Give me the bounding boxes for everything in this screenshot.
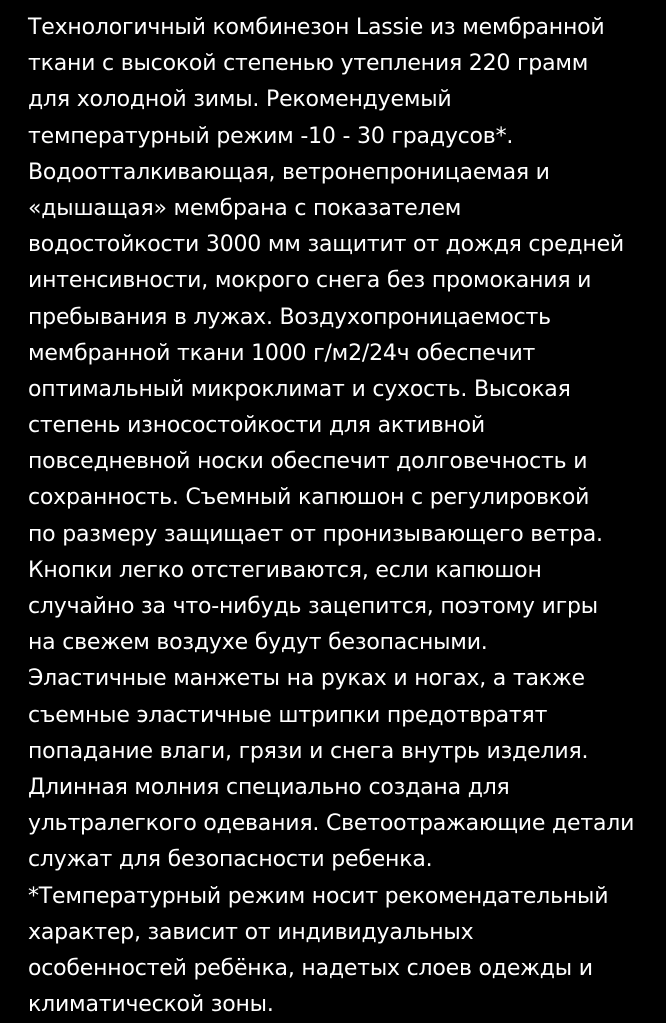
- description-line: съемные эластичные штрипки предотвратят: [28, 702, 548, 728]
- description-line: «дышащая» мембрана с показателем: [28, 195, 462, 221]
- description-line: пребывания в лужах. Воздухопроницаемость: [28, 304, 551, 330]
- product-description-text: [28, 10, 658, 1023]
- description-line: особенностей ребёнка, надетых слоев одежды и: [28, 955, 593, 981]
- description-line: повседневной носки обеспечит долговечность и: [28, 449, 588, 475]
- description-line: интенсивности, мокрого снега без промокания и: [28, 268, 592, 294]
- description-line: оптимальный микроклимат и сухость. Высокая: [28, 376, 571, 402]
- description-line: сохранность. Съемный капюшон с регулировкой: [28, 485, 590, 511]
- description-line: Длинная молния специально создана для: [28, 774, 510, 800]
- description-line: водостойкости 3000 мм защитит от дождя средней: [28, 232, 625, 258]
- description-line: температурный режим -10 - 30 градусов*.: [28, 123, 514, 149]
- description-line: Водоотталкивающая, ветронепроницаемая и: [28, 159, 550, 185]
- description-line: случайно за что-нибудь зацепится, поэтому игры: [28, 594, 598, 619]
- description-line: Технологичный комбинезон Lassie из мембранной: [28, 15, 605, 40]
- description-line: мембранной ткани 1000 г/м2/24ч обеспечит: [28, 340, 536, 366]
- description-line: Эластичные манжеты на руках и ногах, а также: [28, 666, 585, 692]
- description-line: по размеру защищает от пронизывающего ветра.: [28, 521, 603, 547]
- description-line: для холодной зимы. Рекомендуемый: [28, 87, 452, 113]
- description-line: попадание влаги, грязи и снега внутрь изделия.: [28, 738, 589, 764]
- description-line: климатической зоны.: [28, 992, 274, 1018]
- description-line: характер, зависит от индивидуальных: [28, 919, 474, 945]
- description-line: степень износостойкости для активной: [28, 413, 486, 439]
- description-line: на свежем воздухе будут безопасными.: [28, 630, 488, 656]
- description-line: служат для безопасности ребенка.: [28, 847, 433, 873]
- description-line: ткани с высокой степенью утепления 220 грамм: [28, 51, 589, 77]
- description-line: *Температурный режим носит рекомендательный: [28, 883, 609, 909]
- description-line: Кнопки легко отстегиваются, если капюшон: [28, 557, 542, 583]
- description-line: ультралегкого одевания. Светоотражающие детали: [28, 811, 635, 837]
